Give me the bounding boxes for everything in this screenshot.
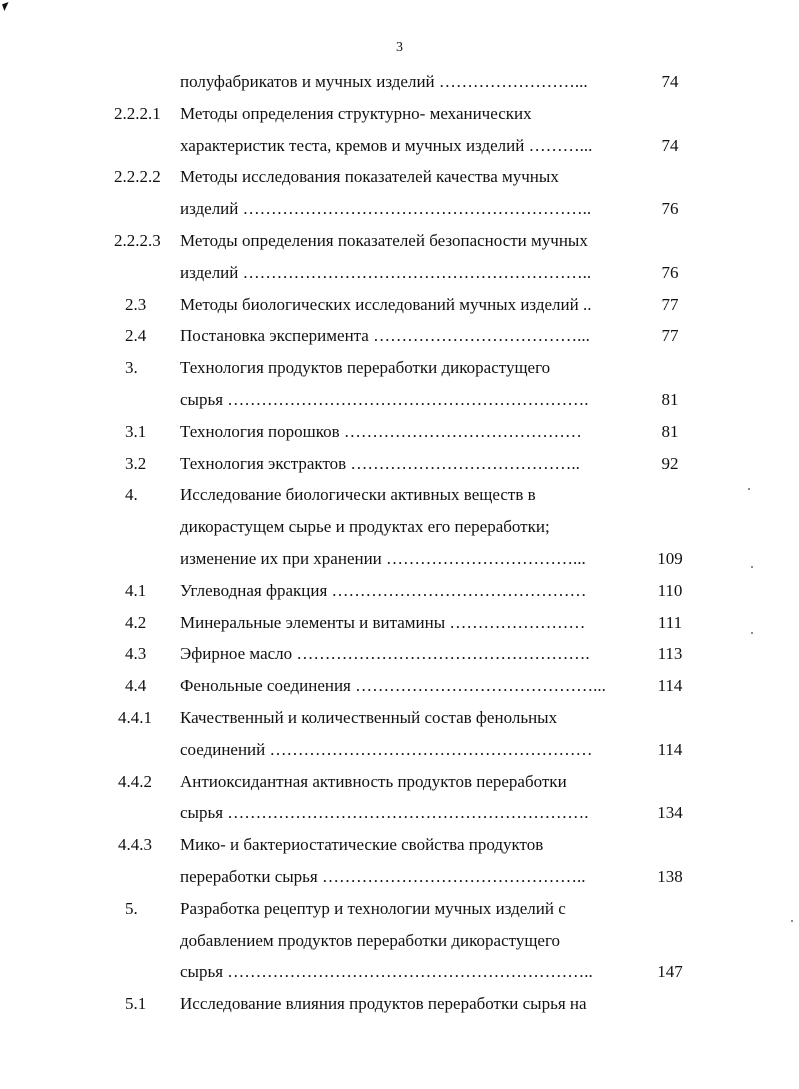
toc-title-line: соединений ………………………………………………… [180, 739, 593, 759]
toc-section-number: 4.4 [125, 676, 147, 696]
toc-title-line: Фенольные соединения ……………………………………... [180, 676, 606, 696]
toc-title-line: Методы определения структурно- механических [180, 103, 532, 123]
toc-title-line: изделий …………………………………………………….. [180, 199, 592, 219]
toc-entry[interactable] [0, 289, 799, 321]
toc-title-line: Методы определения показателей безопасности мучных [180, 230, 588, 250]
toc-line [0, 925, 799, 957]
toc-title-line: Методы биологических исследований мучных изделий .. [180, 294, 592, 314]
toc-section-number: 4.1 [125, 580, 147, 600]
toc-section-number: 5. [125, 898, 138, 918]
toc-title-line: Мико- и бактериостатические свойства продуктов [180, 835, 544, 855]
toc-entry[interactable] [0, 702, 799, 766]
toc-entry[interactable] [0, 575, 799, 607]
toc-title-line: Технология экстрактов ………………………………….. [180, 453, 580, 473]
toc-page-number: 114 [657, 676, 683, 696]
toc-title-line: дикорастущем сырье и продуктах его переработки; [180, 517, 550, 537]
toc-entry[interactable] [0, 66, 799, 98]
toc-section-number: 4.4.3 [118, 835, 152, 855]
toc-title-line: Качественный и количественный состав фенольных [180, 707, 558, 727]
toc-line [0, 893, 799, 925]
toc-entry[interactable] [0, 320, 799, 352]
toc-page-number: 109 [657, 548, 683, 568]
toc-entry[interactable] [0, 766, 799, 830]
toc-entry[interactable] [0, 161, 799, 225]
toc-section-number: 4.4.2 [118, 771, 152, 791]
toc-page-number: 138 [657, 866, 683, 886]
toc-entry[interactable] [0, 448, 799, 480]
toc-page-number: 81 [661, 389, 679, 409]
toc-title-line: переработки сырья ……………………………………….. [180, 866, 586, 886]
toc-line [0, 829, 799, 861]
toc-line [0, 289, 799, 321]
toc-title-line: сырья ………………………………………………………. [180, 389, 589, 409]
toc-section-number: 2.2.2.3 [114, 230, 161, 250]
toc-page-number: 76 [661, 262, 679, 282]
toc-line [0, 988, 799, 1020]
toc-entry[interactable] [0, 638, 799, 670]
toc-page-number: 111 [657, 612, 683, 632]
toc-section-number: 4.3 [125, 644, 147, 664]
toc-title-line: Технология порошков …………………………………… [180, 421, 582, 441]
toc-line [0, 416, 799, 448]
toc-line [0, 797, 799, 829]
toc-line [0, 734, 799, 766]
toc-title-line: Эфирное масло ……………………………………………. [180, 644, 590, 664]
toc-entry[interactable] [0, 893, 799, 988]
toc-entry[interactable] [0, 479, 799, 574]
toc-line [0, 607, 799, 639]
toc-page-number: 77 [661, 326, 679, 346]
toc-line [0, 193, 799, 225]
scan-speck [751, 632, 753, 634]
toc-line [0, 352, 799, 384]
toc-title-line: Разработка рецептур и технологии мучных изделий с [180, 898, 566, 918]
toc-entry[interactable] [0, 670, 799, 702]
toc-title-line: Постановка эксперимента ………………………………... [180, 326, 590, 346]
toc-title-line: характеристик теста, кремов и мучных изделий ………... [180, 135, 593, 155]
toc-line [0, 702, 799, 734]
page-number: 3 [396, 40, 403, 55]
toc-line [0, 98, 799, 130]
toc-section-number: 2.3 [125, 294, 147, 314]
toc-page-number: 110 [657, 580, 683, 600]
toc-section-number: 3. [125, 358, 138, 378]
toc-line [0, 766, 799, 798]
toc-line [0, 575, 799, 607]
toc-entry[interactable] [0, 607, 799, 639]
toc-section-number: 3.2 [125, 453, 147, 473]
toc-entry[interactable] [0, 416, 799, 448]
toc-page-number: 114 [657, 739, 683, 759]
toc-title-line: сырья ………………………………………………………. [180, 803, 589, 823]
toc-line [0, 384, 799, 416]
toc-line [0, 638, 799, 670]
toc-line [0, 257, 799, 289]
toc-title-line: Углеводная фракция ……………………………………… [180, 580, 587, 600]
toc-line [0, 670, 799, 702]
scan-speck [751, 566, 753, 568]
toc-line [0, 130, 799, 162]
toc-page-number: 77 [661, 294, 679, 314]
toc-entry[interactable] [0, 352, 799, 416]
toc-title-line: Методы исследования показателей качества мучных [180, 167, 559, 187]
toc-title-line: Исследование биологически активных веществ в [180, 485, 536, 505]
toc-section-number: 2.2.2.1 [114, 103, 161, 123]
toc-page-number: 74 [661, 72, 679, 91]
toc-title-line: изменение их при хранении ……………………………... [180, 548, 586, 568]
toc-title-line: Технология продуктов переработки дикорастущего [180, 358, 551, 378]
toc-title-line: изделий …………………………………………………….. [180, 262, 592, 282]
toc-page-number: 147 [657, 962, 683, 982]
table-of-contents [0, 66, 799, 1020]
toc-title-line: Антиоксидантная активность продуктов переработки [180, 771, 567, 791]
toc-title-line: Минеральные элементы и витамины …………………… [180, 612, 586, 632]
toc-section-number: 3.1 [125, 421, 147, 441]
toc-page-number: 134 [657, 803, 683, 823]
toc-line [0, 448, 799, 480]
toc-page-number: 113 [657, 644, 683, 664]
toc-page-number: 81 [661, 421, 679, 441]
toc-title-line: полуфабрикатов и мучных изделий ……………………... [180, 72, 588, 91]
toc-line [0, 66, 799, 98]
toc-line [0, 956, 799, 988]
toc-page-number: 76 [661, 199, 679, 219]
toc-title-line: Исследование влияния продуктов переработки сырья на [180, 994, 587, 1014]
toc-section-number: 2.4 [125, 326, 147, 346]
toc-title-line: сырья ……………………………………………………….. [180, 962, 593, 982]
toc-entry[interactable] [0, 988, 799, 1020]
toc-line [0, 225, 799, 257]
toc-line [0, 543, 799, 575]
toc-page-number: 92 [661, 453, 679, 473]
toc-section-number: 4. [125, 485, 138, 505]
toc-section-number: 4.4.1 [118, 707, 152, 727]
toc-entry[interactable] [0, 225, 799, 289]
toc-line [0, 511, 799, 543]
toc-line [0, 861, 799, 893]
toc-section-number: 2.2.2.2 [114, 167, 161, 187]
toc-page-number: 74 [661, 135, 679, 155]
corner-scan-mark [2, 2, 11, 11]
scan-speck [791, 920, 793, 922]
toc-entry[interactable] [0, 829, 799, 893]
toc-line [0, 320, 799, 352]
toc-line [0, 479, 799, 511]
toc-entry[interactable] [0, 98, 799, 162]
scan-speck [748, 488, 750, 490]
toc-section-number: 5.1 [125, 994, 147, 1014]
toc-line [0, 161, 799, 193]
toc-title-line: добавлением продуктов переработки дикорастущего [180, 930, 561, 950]
toc-section-number: 4.2 [125, 612, 147, 632]
